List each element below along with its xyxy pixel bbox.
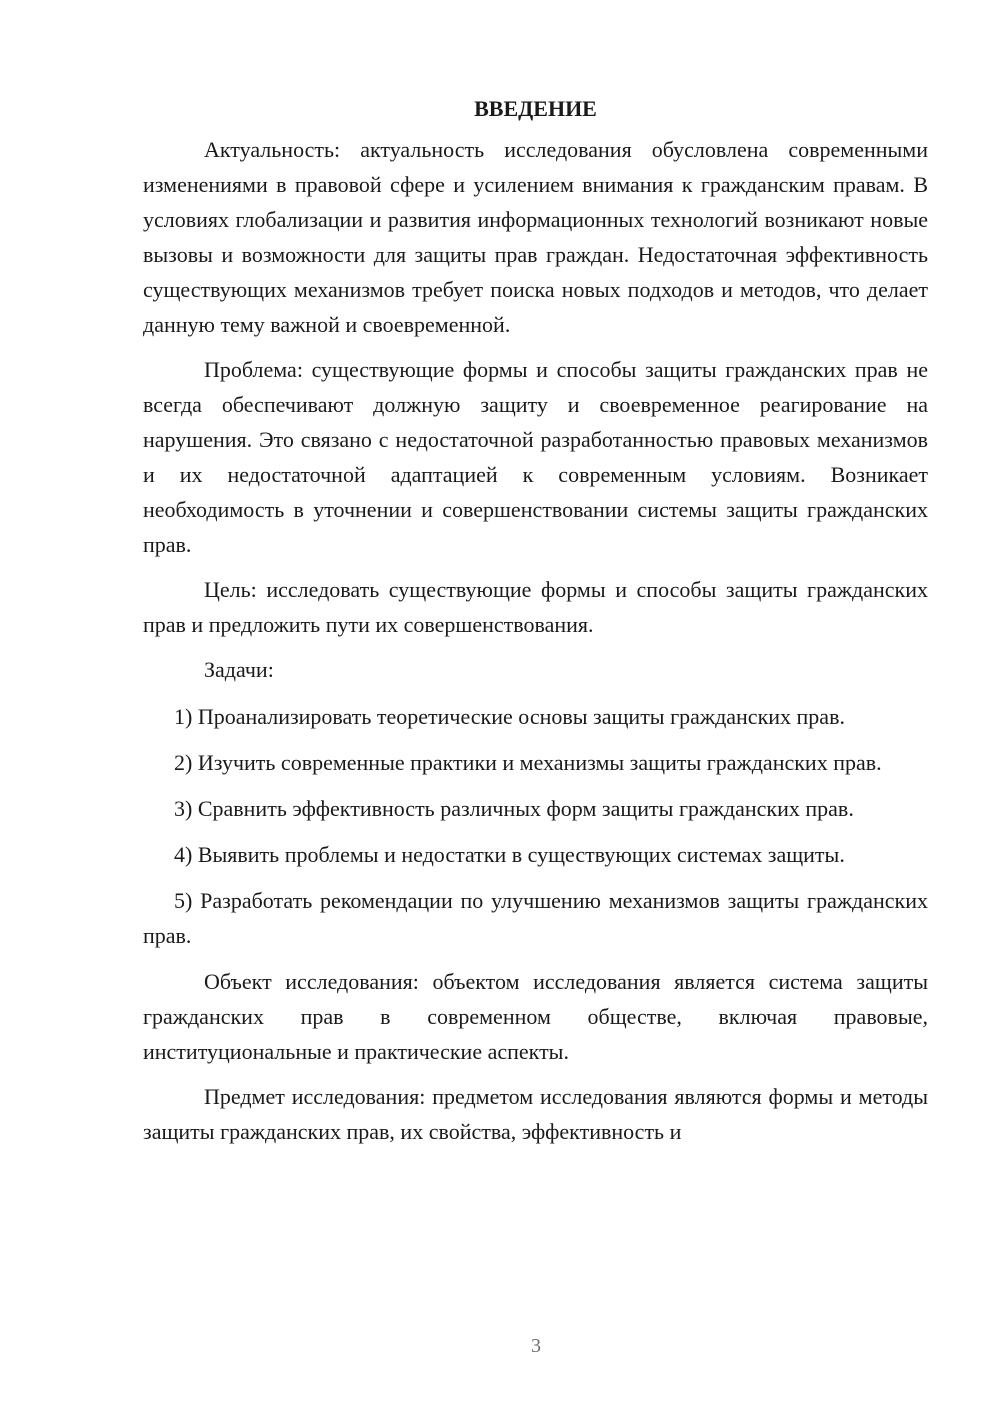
paragraph-relevance: Актуальность: актуальность исследования обусловлена современными изменениями в правовой сфере и усилением внимания к гражданским правам. В условиях глобализации и развития информационных технологий возникают новые вызовы и возможности для защиты прав граждан. Недостаточная эффективность существующих механизмов требует поиска новых подходов и методов, что делает данную тему важной и своевременной.	[143, 137, 928, 337]
document-heading: ВВЕДЕНИЕ	[474, 96, 597, 121]
task-item-1: 1) Проанализировать теоретические основы защиты гражданских прав.	[174, 704, 845, 729]
paragraph-goal: Цель: исследовать существующие формы и способы защиты гражданских прав и предложить пути их совершенствования.	[143, 577, 928, 637]
task-item-2: 2) Изучить современные практики и механизмы защиты гражданских прав.	[174, 750, 882, 775]
task-item-4: 4) Выявить проблемы и недостатки в существующих системах защиты.	[174, 842, 845, 867]
task-item-3: 3) Сравнить эффективность различных форм защиты гражданских прав.	[174, 796, 854, 821]
page-number: 3	[531, 1335, 541, 1357]
paragraph-problem: Проблема: существующие формы и способы защиты гражданских прав не всегда обеспечивают должную защиту и своевременное реагирование на нарушения. Это связано с недостаточной разработанностью правовых механизмов и их недостаточной адаптацией к современным условиям. Возникает необходимость в уточнении и совершенствовании системы защиты гражданских прав.	[143, 357, 928, 557]
document-page	[143, 94, 928, 1149]
task-item-5: 5) Разработать рекомендации по улучшению механизмов защиты гражданских прав.	[143, 888, 928, 948]
paragraph-object: Объект исследования: объектом исследования является система защиты гражданских прав в современном обществе, включая правовые, институциональные и практические аспекты.	[143, 969, 928, 1064]
tasks-label: Задачи:	[204, 657, 274, 682]
paragraph-subject: Предмет исследования: предметом исследования являются формы и методы защиты гражданских прав, их свойства, эффективность и	[143, 1084, 928, 1144]
